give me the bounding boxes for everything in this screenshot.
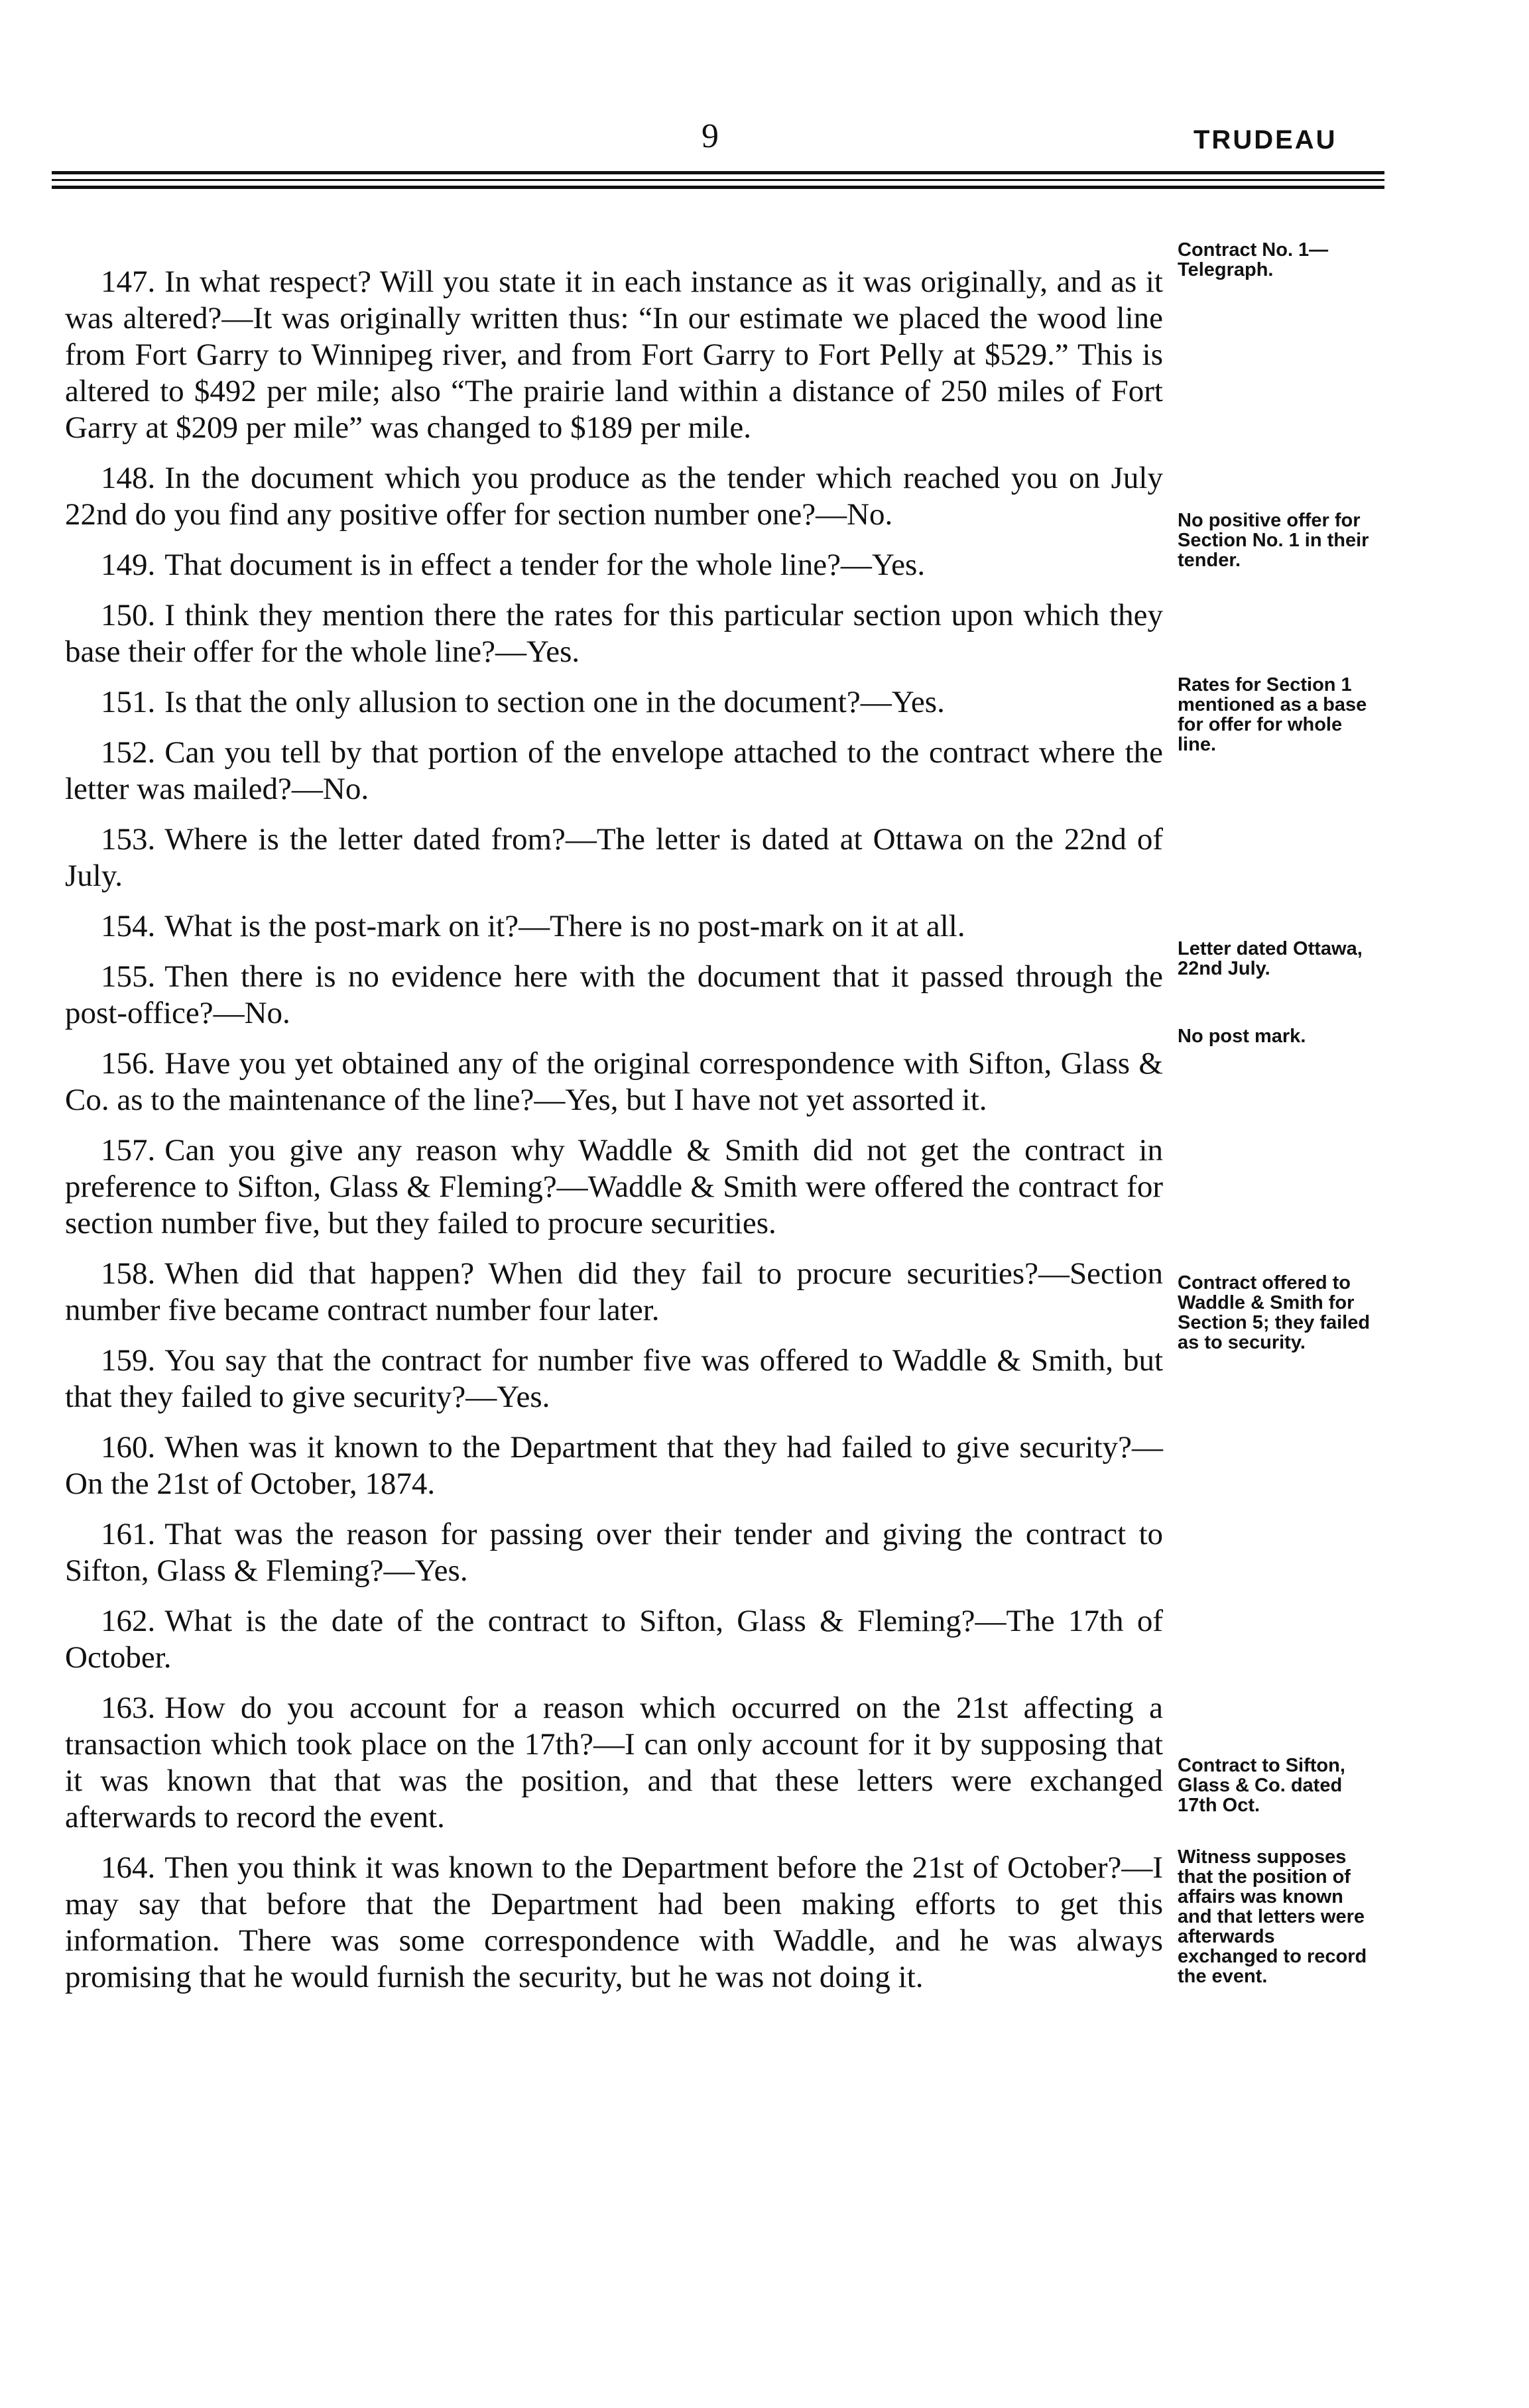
entry-text: In what respect? Will you state it in each instance as it was originally, and as it was altered?—It was originally written thus: “In our estimate we placed the wood line from Fort Garry to Winnipeg river, and from Fort Garry to Fort Pelly at $529.” This is altered to $492 per mile; also “The prairie land within a distance of 250 miles of Fort Garry at $209 per mile” was changed to $189 per mile. [65,265,1163,445]
entry-text: When did that happen? When did they fail to procure securities?—Section number five became contract number four later. [65,1256,1163,1327]
entry-text: Then you think it was known to the Department before the 21st of October?—I may say that before that the Department had been making efforts to get this information. There was some correspondence with Waddle, and he was always promising that he would furnish the security, but he was not doing it. [65,1850,1163,1994]
entry-number: 162. [101,1604,156,1638]
side-note-letter-dated: Letter dated Ottawa, 22nd July. [1178,938,1363,979]
side-note-contract-offered: Contract offered to Waddle & Smith for Section 5; they failed as to security. [1178,1272,1371,1353]
entry-number: 152. [101,735,156,770]
entry-number: 157. [101,1133,156,1168]
entry-text: You say that the contract for number five was offered to Waddle & Smith, but that they failed to give security?—Yes. [65,1343,1163,1414]
entry-158 [65,1256,1163,1329]
entry-164 [65,1850,1163,1996]
entry-text: That document is in effect a tender for the whole line?—Yes. [164,548,926,582]
entry-152 [65,735,1163,808]
entry-text: I think they mention there the rates for this particular section upon which they base their offer for the whole line?—Yes. [65,598,1163,669]
entry-number: 154. [101,909,156,943]
entry-156 [65,1046,1163,1118]
header-rule-top [52,171,1384,174]
header-rule-middle [52,179,1384,181]
entry-number: 149. [101,548,156,582]
entry-text: In the document which you produce as the tender which reached you on July 22nd do you find any positive offer for section number one?—No. [65,461,1163,532]
entry-text: That was the reason for passing over their tender and giving the contract to Sifton, Glass & Fleming?—Yes. [65,1517,1163,1588]
entry-number: 159. [101,1343,156,1378]
entry-163 [65,1690,1163,1836]
entry-number: 153. [101,822,156,857]
entry-number: 161. [101,1517,156,1551]
side-note-rates-section-1: Rates for Section 1 mentioned as a base for offer for whole line. [1178,674,1367,755]
entry-150 [65,597,1163,670]
side-note-witness-supposes: Witness supposes that the position of affairs was known and that letters were afterwards exchanged to record the event. [1178,1846,1367,1987]
entry-number: 164. [101,1850,156,1885]
testimony-column [65,264,1163,2010]
entry-157 [65,1132,1163,1242]
entry-154 [65,908,1163,945]
entry-number: 160. [101,1430,156,1465]
entry-162 [65,1603,1163,1676]
entry-text: Is that the only allusion to section one in the document?—Yes. [164,685,945,719]
side-note-no-positive-offer: No positive offer for Section No. 1 in their tender. [1178,510,1369,571]
entry-155 [65,959,1163,1032]
entry-text: What is the post-mark on it?—There is no post-mark on it at all. [164,909,965,943]
entry-number: 156. [101,1046,156,1081]
side-note-contract-telegraph: Contract No. 1—Telegraph. [1178,239,1329,280]
entry-text: Can you tell by that portion of the envelope attached to the contract where the letter was mailed?—No. [65,735,1163,806]
entry-number: 147. [101,265,156,299]
entry-number: 148. [101,461,156,495]
running-head: TRUDEAU [1193,125,1337,154]
entry-text: How do you account for a reason which occurred on the 21st affecting a transaction which took place on the 17th?—I can only account for it by supposing that it was known that that was the position, and that these letters were exchanged afterwards to record the event. [65,1691,1163,1835]
entry-147 [65,264,1163,446]
entry-148 [65,460,1163,533]
entry-153 [65,821,1163,894]
entry-text: Then there is no evidence here with the document that it passed through the post-office?—No. [65,959,1163,1030]
header-rule-bottom [52,186,1384,189]
entry-160 [65,1429,1163,1502]
entry-text: When was it known to the Department that they had failed to give security?—On the 21st of October, 1874. [65,1430,1163,1501]
entry-159 [65,1343,1163,1415]
side-note-no-post-mark: No post mark. [1178,1026,1306,1047]
entry-text: Where is the letter dated from?—The letter is dated at Ottawa on the 22nd of July. [65,822,1163,893]
entry-161 [65,1516,1163,1589]
side-note-contract-to-sifton: Contract to Sifton, Glass & Co. dated 17th Oct. [1178,1755,1345,1816]
entry-text: Have you yet obtained any of the original correspondence with Sifton, Glass & Co. as to the maintenance of the line?—Yes, but I have not yet assorted it. [65,1046,1163,1117]
entry-text: Can you give any reason why Waddle & Smith did not get the contract in preference to Sifton, Glass & Fleming?—Waddle & Smith were offered the contract for section number five, but they failed to procure securities. [65,1133,1163,1240]
entry-number: 151. [101,685,156,719]
entry-149 [65,547,1163,583]
entry-number: 158. [101,1256,156,1291]
entry-number: 163. [101,1691,156,1725]
entry-151 [65,684,1163,721]
page-number: 9 [702,117,719,155]
entry-number: 150. [101,598,156,632]
entry-number: 155. [101,959,156,994]
entry-text: What is the date of the contract to Sifton, Glass & Fleming?—The 17th of October. [65,1604,1163,1675]
